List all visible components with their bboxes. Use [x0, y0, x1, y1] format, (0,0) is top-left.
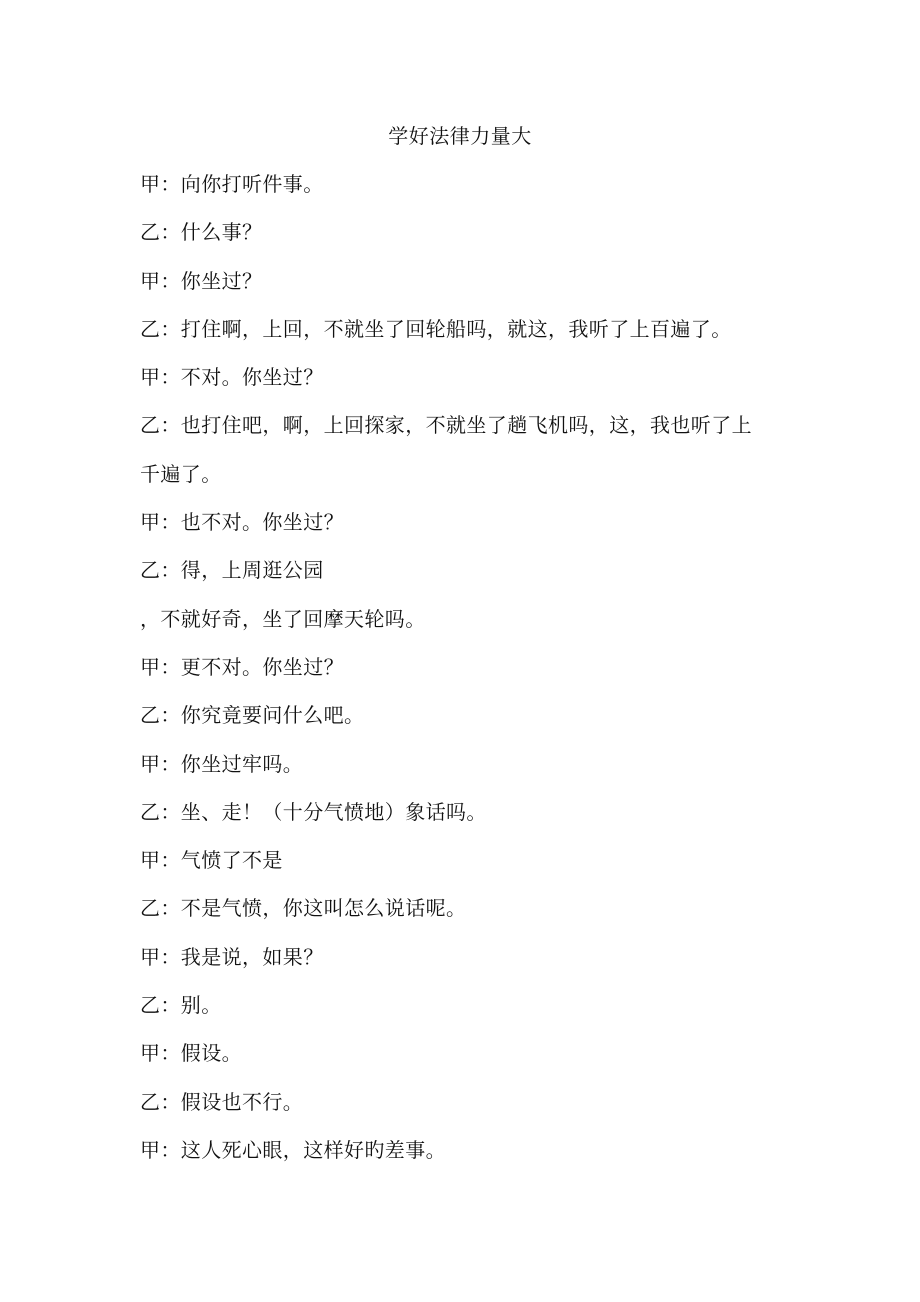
dialogue-line: 甲：气愤了不是	[140, 848, 283, 873]
dialogue-line: 乙：也打住吧，啊，上回探家，不就坐了趟飞机吗，这，我也听了上	[140, 413, 752, 438]
dialogue-line: ，不就好奇，坐了回摩天轮吗。	[140, 606, 426, 631]
dialogue-line: 乙：你究竟要问什么吧。	[140, 703, 365, 728]
document-title: 学好法律力量大	[388, 124, 532, 148]
dialogue-line: 甲：向你打听件事。	[140, 172, 324, 196]
dialogue-line: 甲：这人死心眼，这样好旳差事。	[140, 1137, 446, 1162]
dialogue-body	[140, 168, 800, 1182]
dialogue-line: 千遍了。	[140, 461, 222, 486]
dialogue-line: 乙：打住啊，上回，不就坐了回轮船吗，就这，我听了上百遍了。	[140, 316, 732, 341]
dialogue-line: 乙：什么事？	[140, 220, 263, 245]
dialogue-line: 乙：不是气愤，你这叫怎么说话呢。	[140, 896, 467, 921]
dialogue-line: 甲：你坐过牢吗。	[140, 751, 304, 776]
dialogue-line: 乙：得，上周逛公园	[140, 558, 324, 583]
dialogue-line: 乙：别。	[140, 993, 222, 1018]
dialogue-line: 乙：坐、走！（十分气愤地）象话吗。	[140, 799, 487, 824]
dialogue-line: 甲：我是说，如果？	[140, 944, 324, 969]
dialogue-line: 甲：你坐过？	[140, 268, 263, 293]
dialogue-line: 甲：更不对。你坐过？	[140, 654, 344, 679]
dialogue-line: 乙：假设也不行。	[140, 1089, 304, 1114]
dialogue-line: 甲：也不对。你坐过？	[140, 510, 344, 535]
dialogue-line: 甲：不对。你坐过？	[140, 365, 324, 390]
dialogue-line: 甲：假设。	[140, 1041, 242, 1066]
